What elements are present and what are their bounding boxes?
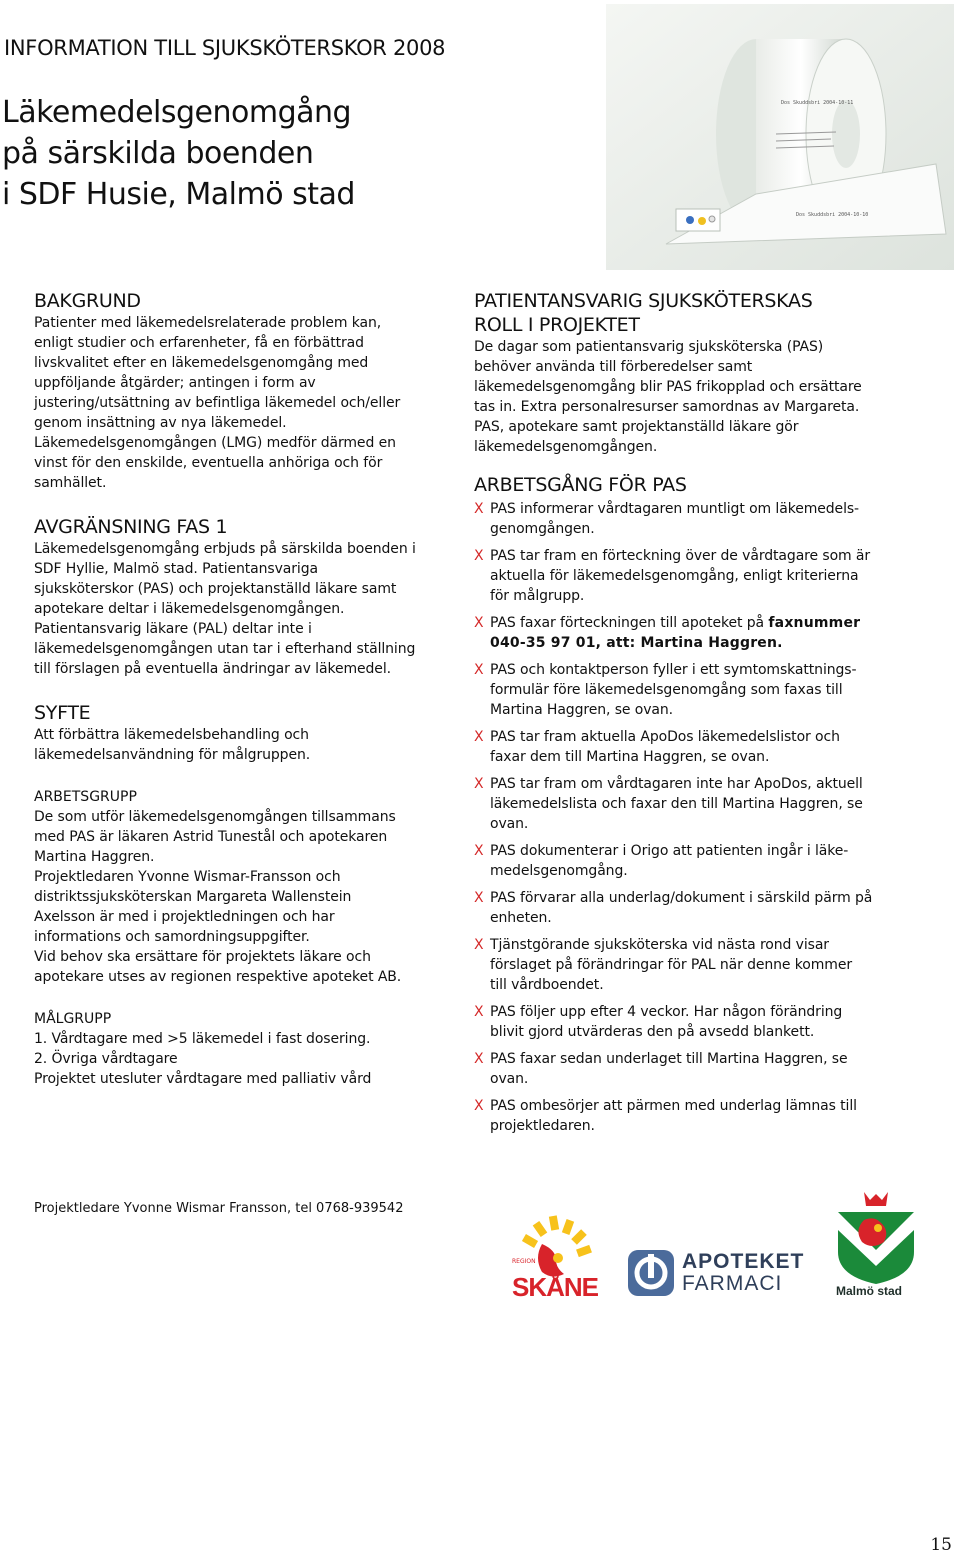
list-item: X PAS faxar förteckningen till apoteket på faxnummer 040-35 97 01, att: Martina Haggren.: [474, 615, 861, 651]
document-title: [2, 92, 355, 215]
arbetsgrupp-text: De som utför läkemedelsgenomgången tillsammans med PAS är läkaren Astrid Tunestål och apotekaren Martina Haggren. Projektledaren Yvonne Wismar-Fransson och distriktssjuksköterskan Margareta Wallenstein Axelsson är med i projektledningen och har informations och samordningsuppgifter. Vid behov ska ersättare för projektets läkare och apotekare utses av regionen respektive apoteket AB.: [34, 809, 402, 985]
roll-heading: [474, 289, 914, 337]
list-item: X PAS tar fram om vårdtagaren inte har ApoDos, aktuell läkemedelslista och faxar den till Martina Haggren, se ovan.: [474, 776, 863, 832]
bakgrund-heading: BAKGRUND: [34, 290, 141, 312]
list-item: X PAS tar fram en förteckning över de vårdtagare som är aktuella för läkemedelsgenomgång, enligt kriterierna för målgrupp.: [474, 548, 871, 604]
malmo-coat-of-arms-icon: [834, 1190, 918, 1286]
x-marker: X: [474, 776, 484, 792]
fax-number-label: faxnummer: [768, 615, 861, 631]
x-marker: X: [474, 843, 484, 859]
farmaci-wordmark: FARMACI: [682, 1272, 783, 1295]
list-item: X PAS ombesörjer att pärmen med underlag lämnas till projektledaren.: [474, 1098, 857, 1134]
malmo-stad-logo: [834, 1190, 918, 1302]
list-item: X PAS och kontaktperson fyller i ett symtomskattnings- formulär före läkemedelsgenomgång som faxas till Martina Haggren, se ovan.: [474, 662, 857, 718]
bakgrund-text: Patienter med läkemedelsrelaterade problem kan, enligt studier och erfarenheter, få en förbättrad livskvalitet efter en läkemedelsgenomgång med uppföljande åtgärder; antingen i form av justering/utsättning av befintliga läkemedel och/eller genom insättning av nya läkemedel. Läkemedelsgenomgången (LMG) medför därmed en vinst för den enskilde, eventuella anhöriga och för samhället.: [34, 315, 401, 491]
arbetsgang-heading: ARBETSGÅNG FÖR PAS: [474, 474, 687, 496]
roll-heading-line-1: PATIENTANSVARIG SJUKSKÖTERSKAS: [474, 290, 813, 312]
roll-heading-line-2: ROLL I PROJEKTET: [474, 314, 640, 336]
malgrupp-text: 1. Vårdtagare med >5 läkemedel i fast dosering. 2. Övriga vårdtagare Projektet utesluter vårdtagare med palliativ vård: [34, 1031, 372, 1087]
apoteket-farmaci-logo: [626, 1248, 806, 1298]
region-skane-logo: [512, 1214, 604, 1304]
syfte-text: Att förbättra läkemedelsbehandling och läkemedelsanvändning för målgruppen.: [34, 727, 311, 763]
list-item: X PAS faxar sedan underlaget till Martina Haggren, se ovan.: [474, 1051, 848, 1087]
strip-label-1: Dos Skuddsbri 2004-10-11: [781, 100, 854, 106]
x-marker: X: [474, 890, 484, 906]
x-marker: X: [474, 729, 484, 745]
list-item: X PAS dokumenterar i Origo att patienten ingår i läke- medelsgenomgång.: [474, 843, 849, 879]
page-number: 15: [930, 1535, 952, 1555]
fax-number: 040-35 97 01, att: Martina Haggren.: [490, 635, 783, 651]
apoteket-wordmark: APOTEKET: [682, 1250, 805, 1273]
dose-roll-illustration: [606, 4, 954, 270]
document-pretitle: INFORMATION TILL SJUKSKÖTERSKOR 2008: [4, 36, 446, 60]
list-item: X PAS förvarar alla underlag/dokument i särskild pärm på enheten.: [474, 890, 873, 926]
x-marker: X: [474, 937, 484, 953]
x-marker: X: [474, 501, 484, 517]
avgransning-heading: AVGRÄNSNING FAS 1: [34, 516, 228, 538]
list-item: X PAS tar fram aktuella ApoDos läkemedelslistor och faxar dem till Martina Haggren, se ovan.: [474, 729, 840, 765]
x-marker: X: [474, 662, 484, 678]
x-marker: X: [474, 615, 484, 631]
list-item: X Tjänstgörande sjuksköterska vid nästa rond visar förslaget på förändringar för PAL när denne kommer till vårdboendet.: [474, 937, 853, 993]
skane-region-label: REGION: [512, 1258, 536, 1265]
x-marker: X: [474, 548, 484, 564]
list-item: X PAS informerar vårdtagaren muntligt om läkemedels- genomgången.: [474, 501, 860, 537]
left-column: [34, 289, 444, 1089]
x-marker: X: [474, 1098, 484, 1114]
x-marker: X: [474, 1051, 484, 1067]
strip-label-2: Dos Skuddsbri 2004-10-10: [796, 212, 869, 218]
malgrupp-heading: MÅLGRUPP: [34, 1011, 112, 1027]
project-leader-contact: Projektledare Yvonne Wismar Fransson, tel 0768-939542: [34, 1201, 404, 1216]
x-marker: X: [474, 1004, 484, 1020]
malmo-stad-wordmark: Malmö stad: [836, 1284, 903, 1298]
arbetsgrupp-heading: ARBETSGRUPP: [34, 789, 137, 805]
skane-wordmark: SKÅNE: [512, 1272, 599, 1302]
title-line-2: på särskilda boenden: [2, 136, 314, 171]
list-item: X PAS följer upp efter 4 veckor. Har någon förändring blivit gjord utvärderas den på avsedd blankett.: [474, 1004, 843, 1040]
title-line-1: Läkemedelsgenomgång: [2, 95, 352, 130]
roll-text: De dagar som patientansvarig sjuksköterska (PAS) behöver använda till förberedelser samt läkemedelsgenomgång blir PAS frikopplad och ersättare tas in. Extra personalresurser samordnas av Margareta. PAS, apotekare samt projektanställd läkare gör läkemedelsgenomgången.: [474, 339, 862, 455]
arbetsgang-list: [474, 499, 914, 1136]
title-line-3: i SDF Husie, Malmö stad: [2, 177, 355, 212]
dose-roll-photo: [606, 4, 954, 270]
syfte-heading: SYFTE: [34, 702, 91, 724]
avgransning-text: Läkemedelsgenomgång erbjuds på särskilda boenden i SDF Hyllie, Malmö stad. Patientansvariga sjuksköterskor (PAS) och projektanställd läkare samt apotekare deltar i läkemedelsgenomgången. Patientansvarig läkare (PAL) deltar inte i läkemedelsgenomgången utan tar i efterhand ställning till förslagen på eventuella ändringar av läkemedel.: [34, 541, 416, 677]
right-column: [474, 289, 914, 1143]
apoteket-symbol-icon: [626, 1248, 676, 1298]
